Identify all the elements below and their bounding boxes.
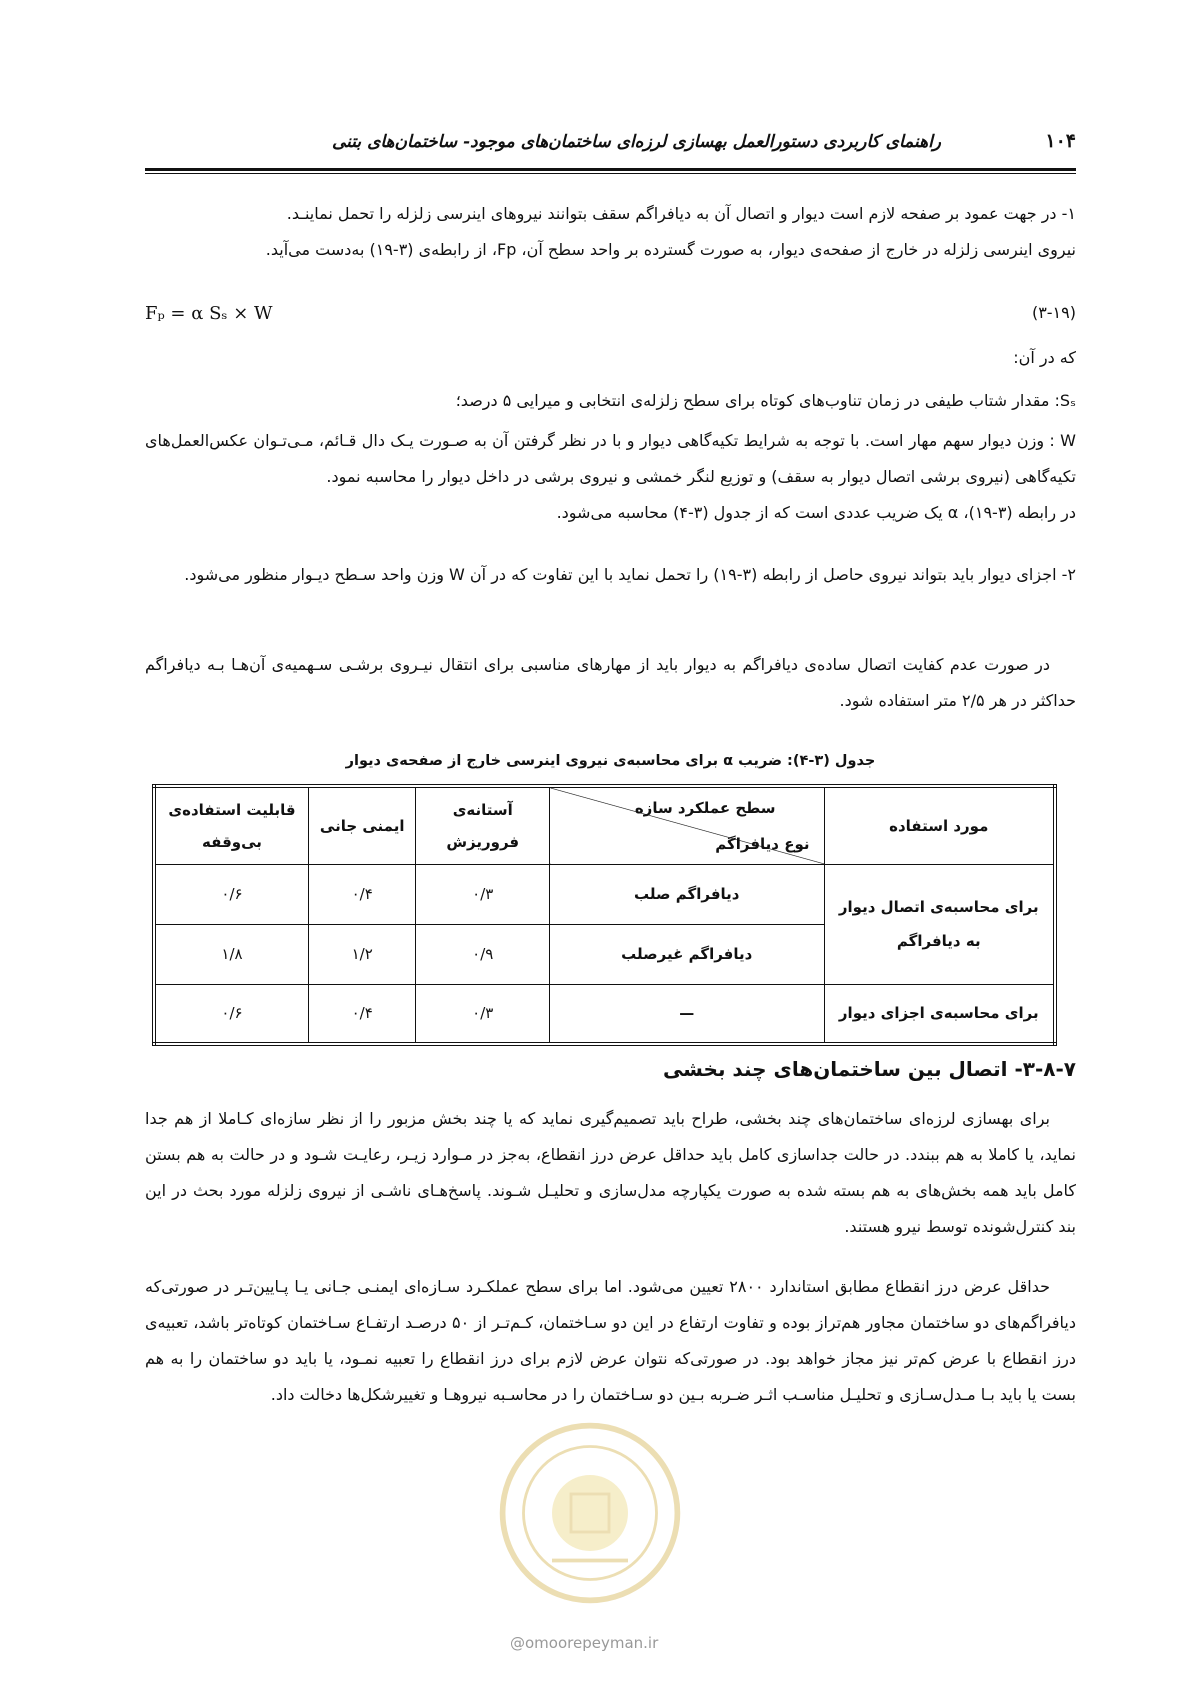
def-w: W : وزن دیوار سهم مهار است. با توجه به شرایط تکیه‌گاهی دیوار و با در نظر گرفتن آن به صـورت یـک دال قـائم، مـی‌تـوان عکس‌العمل‌های تکیه‌گاهی (نیروی برشی اتصال دیوار به سقف) و توزیع لنگر خمشی و نیروی برشی در داخل دیوار را محاسبه نمود.	[145, 431, 1076, 486]
header-performance-diaphragm	[550, 786, 824, 864]
header-diaphragm-type: نوع دیافراگم	[715, 834, 810, 853]
para1-line2: نیروی اینرسی زلزله در خارج از صفحه‌ی دیوار، به صورت گسترده بر واحد سطح آن، Fp، از رابطه‌ی (۳-۱۹) به‌دست می‌آید.	[265, 240, 1076, 259]
equation-number: (۳-۱۹)	[1031, 303, 1076, 322]
para2: ۲- اجزای دیوار باید بتواند نیروی حاصل از رابطه (۳-۱۹) را تحمل نماید با این تفاوت که در آن W وزن واحد سـطح دیـوار منظور می‌شود.	[184, 565, 1076, 584]
group1-label: برای محاسبه‌ی اتصال دیوار به دیافراگم	[824, 864, 1055, 984]
alpha-table	[152, 784, 1057, 1046]
header-performance: سطح عملکرد سازه	[634, 799, 776, 817]
table-header-row	[154, 786, 1055, 864]
para4: برای بهسازی لرزه‌ای ساختمان‌های چند بخشی، طراح باید تصمیم‌گیری نماید که یا چند بخش مزبور را از نظر سازه‌ای کـاملا از هم جدا نماید، یا کاملا به هم ببندد. در حالت جداسازی کامل باید حداقل عرض درز انقطاع، به‌جز در مـوارد زیـر، رعایـت شـود و در حالت به هم بستن کامل باید همه بخش‌های به هم بسته شده به صورت یکپارچه مدل‌سازی و تحلیـل شـوند. پاسخ‌هـای ناشـی از نیروی زلزله مورد بحث در این بند کنترل‌شونده توسط نیرو هستند.	[145, 1109, 1076, 1236]
page-number: ۱۰۴	[1045, 130, 1076, 152]
watermark-url: @omoorepeyman.ir	[510, 1634, 659, 1652]
cell-life-safety: ۱/۲	[308, 924, 416, 984]
cell-life-safety: ۰/۴	[308, 864, 416, 924]
table-caption: جدول (۳-۴): ضریب α برای محاسبه‌ی نیروی اینرسی خارج از صفحه‌ی دیوار	[345, 753, 876, 769]
header-rule-thin	[145, 173, 1076, 174]
section-heading: ۳-۸-۷- اتصال بین ساختمان‌های چند بخشی	[662, 1057, 1076, 1081]
cell-type: دیافراگم غیرصلب	[550, 924, 824, 984]
header-usage: مورد استفاده	[824, 786, 1055, 864]
header-life-safety: ایمنی جانی	[308, 786, 416, 864]
cell-collapse: ۰/۳	[416, 984, 550, 1044]
formula: Fₚ = α Sₛ × W	[145, 303, 273, 324]
header-rule-thick	[145, 168, 1076, 171]
cell-collapse: ۰/۳	[416, 864, 550, 924]
para3: در صورت عدم کفایت اتصال ساده‌ی دیافراگم به دیوار باید از مهارهای مناسبی برای انتقال نیـروی برشـی سـهمیه‌ی آن‌هـا بـه دیافراگم حداکثر در هر ۲/۵ متر استفاده شود.	[145, 655, 1076, 710]
cell-type: —	[550, 984, 824, 1044]
cell-collapse: ۰/۹	[416, 924, 550, 984]
cell-life-safety: ۰/۴	[308, 984, 416, 1044]
header-collapse: آستانه‌ی فروریزش	[416, 786, 550, 864]
header-immediate: قابلیت استفاده‌ی بی‌وقفه	[154, 786, 308, 864]
header-title: راهنمای کاربردی دستورالعمل بهسازی لرزه‌ای ساختمان‌های موجود- ساختمان‌های بتنی	[331, 132, 941, 152]
table-row	[154, 984, 1055, 1044]
cell-immediate: ۰/۶	[154, 864, 308, 924]
def-alpha: در رابطه (۳-۱۹)، α یک ضریب عددی است که از جدول (۳-۴) محاسبه می‌شود.	[556, 503, 1076, 522]
cell-type: دیافراگم صلب	[550, 864, 824, 924]
table-row	[154, 864, 1055, 924]
para1-line1: ۱- در جهت عمود بر صفحه لازم است دیوار و اتصال آن به دیافراگم سقف بتوانند نیروهای اینرسی زلزله را تحمل نماینـد.	[286, 204, 1076, 223]
row3-usage: برای محاسبه‌ی اجزای دیوار	[824, 984, 1055, 1044]
para5: حداقل عرض درز انقطاع مطابق استاندارد ۲۸۰۰ تعیین می‌شود. اما برای سطح عملکـرد سـازه‌ای ایمنـی جـانی یـا پـایین‌تـر در صورتی‌که دیافراگم‌های دو ساختمان مجاور هم‌تراز بوده و تفاوت ارتفاع در این دو سـاختمان، کـم‌تـر از ۵۰ درصـد ارتفـاع سـاختمان کوتاه‌تر باشد، تعبیه‌ی درز انقطاع با عرض کم‌تر نیز مجاز خواهد بود. در صورتی‌که نتوان عرض لازم برای درز انقطاع را تعبیه نمـود، یا باید دو ساختمان را به هم بست یا باید بـا مـدل‌سـازی و تحلیـل مناسـب اثـر ضـربه بـین دو سـاختمان را در محاسـبه نیروهـا و تغییرشکل‌ها دخالت داد.	[145, 1277, 1077, 1404]
cell-immediate: ۱/۸	[154, 924, 308, 984]
watermark-seal-icon	[495, 1418, 685, 1608]
where-text: که در آن:	[1013, 348, 1076, 367]
cell-immediate: ۰/۶	[154, 984, 308, 1044]
page-header	[145, 128, 1076, 172]
def-ss: Sₛ: مقدار شتاب طیفی در زمان تناوب‌های کوتاه برای سطح زلزله‌ی انتخابی و میرایی ۵ درصد؛	[455, 391, 1076, 410]
